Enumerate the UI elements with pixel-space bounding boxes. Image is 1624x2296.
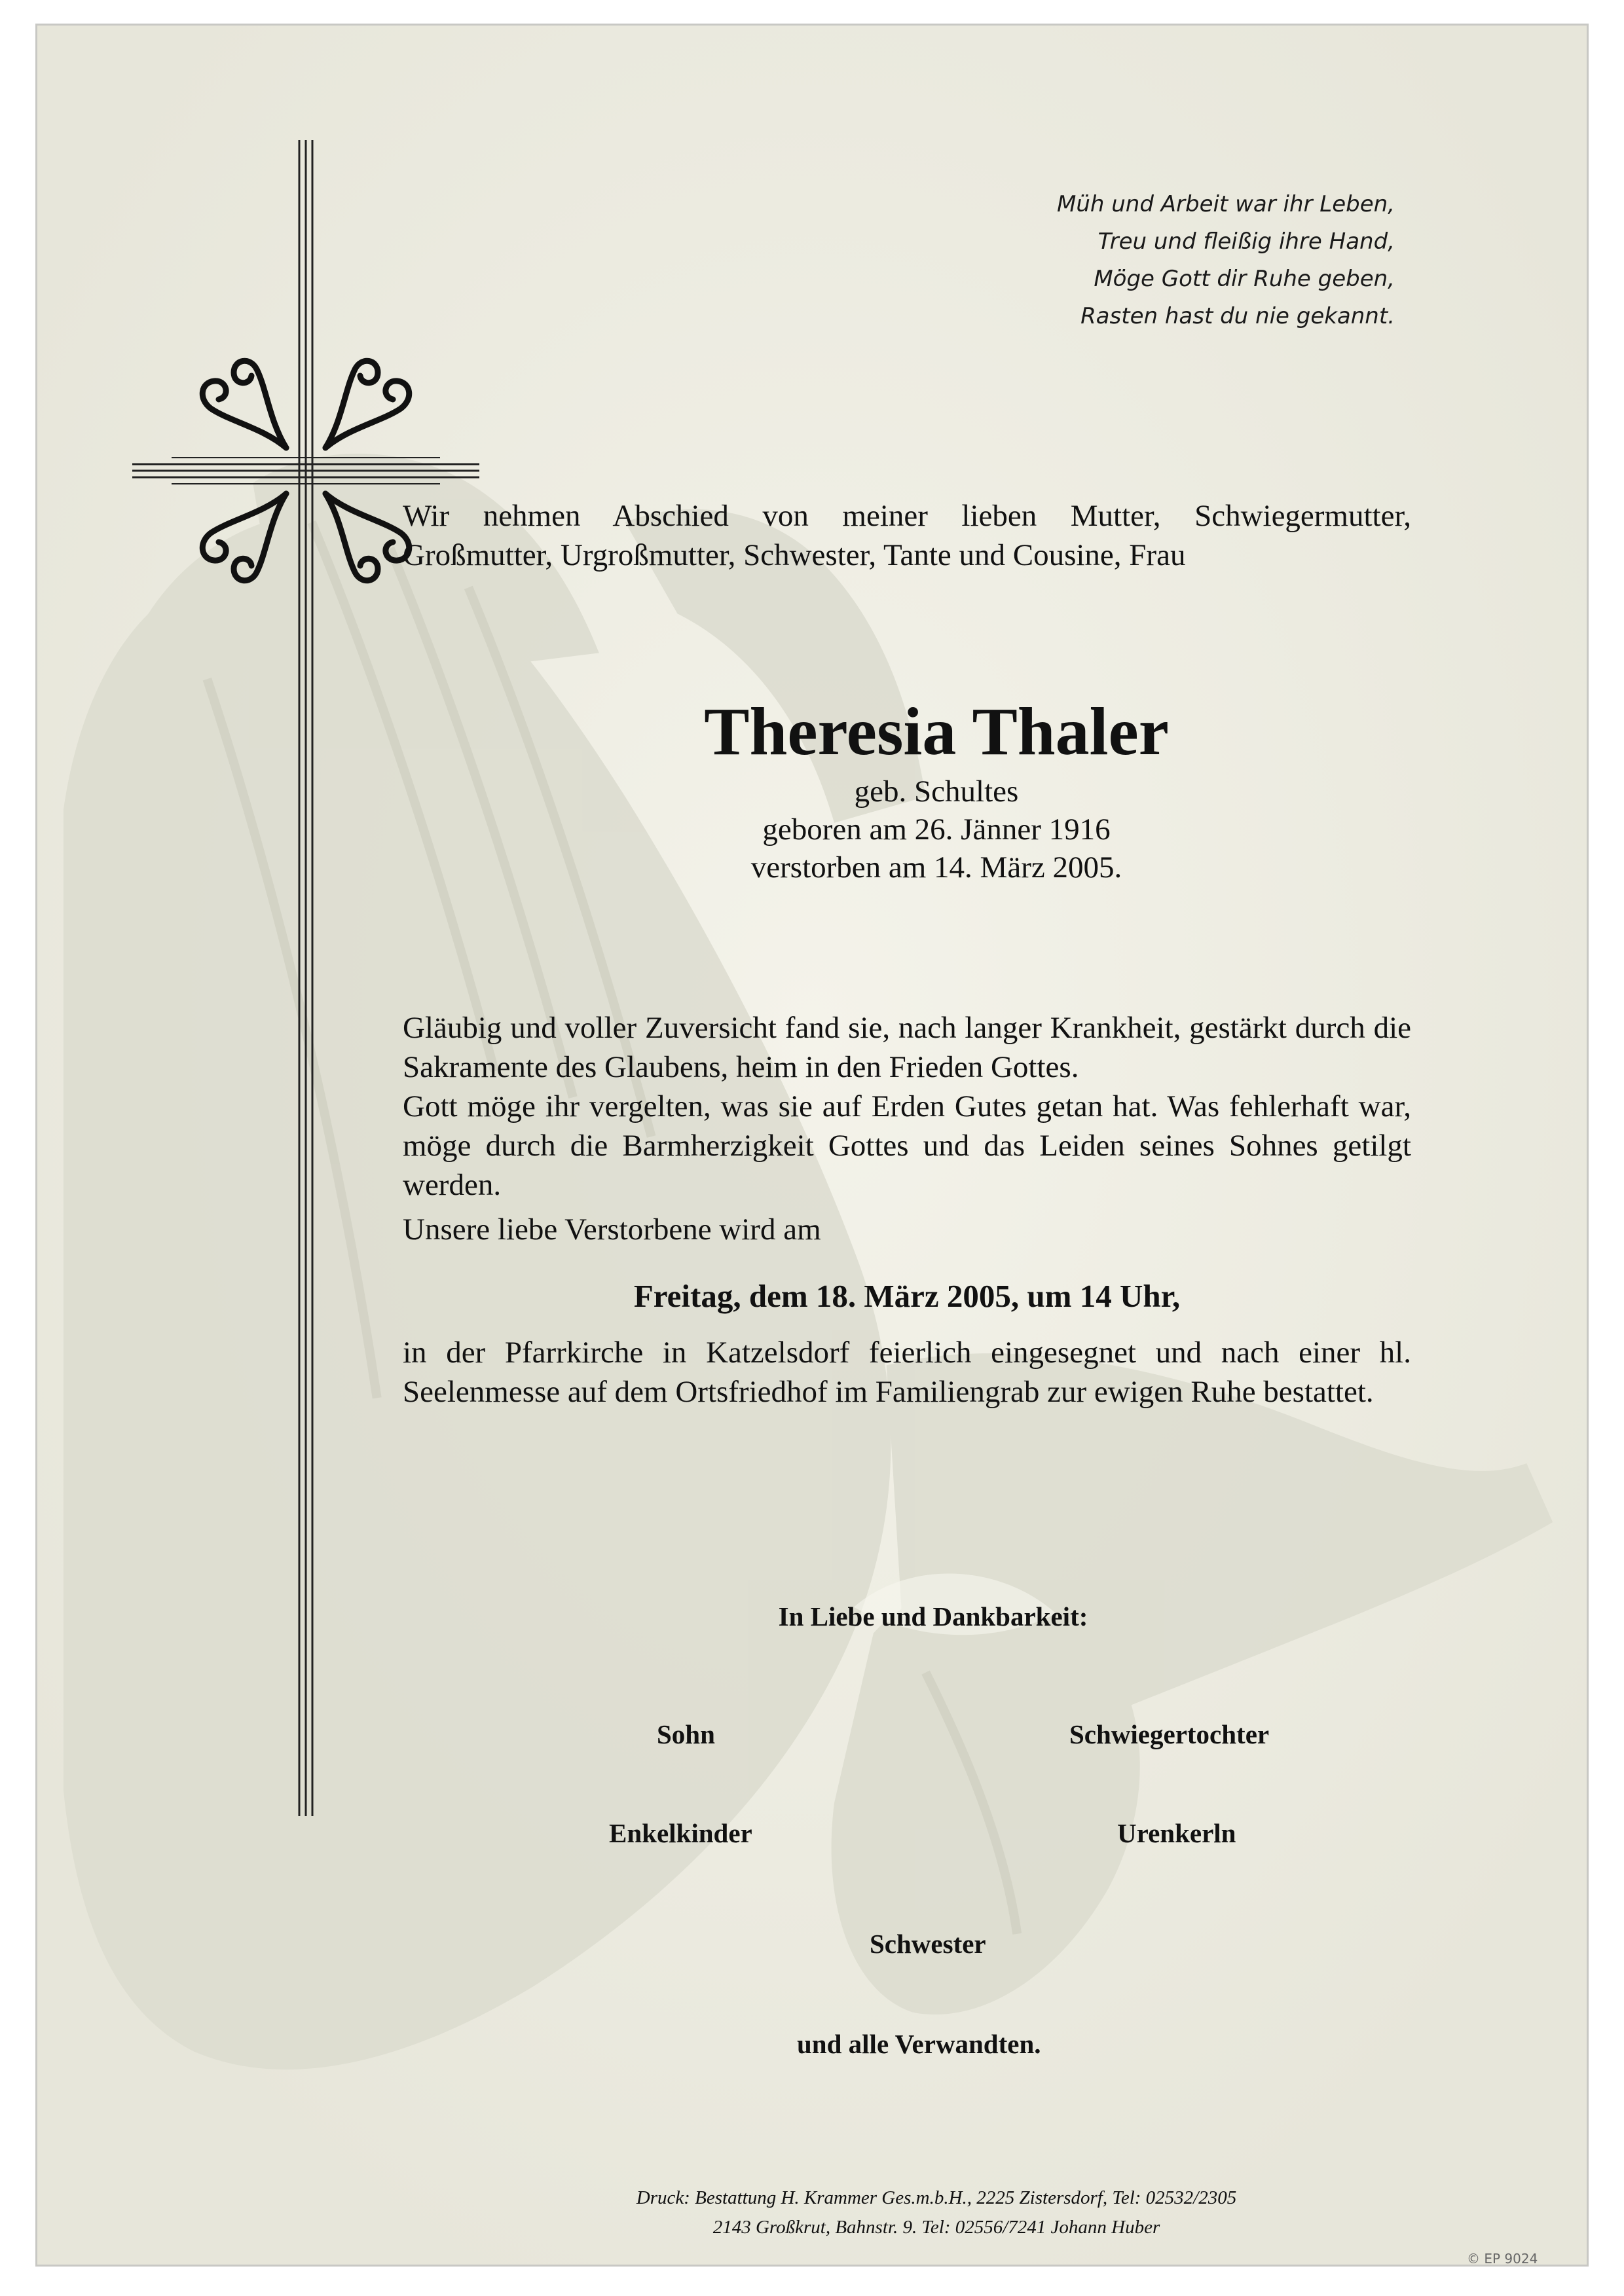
- copyright-mark: © EP 9024: [1467, 2251, 1538, 2267]
- obituary-text: [403, 1008, 1411, 1249]
- mourners-heading: In Liebe und Dankbarkeit:: [778, 1601, 1088, 1631]
- ornamental-cross-icon: [132, 140, 479, 1816]
- poem-line: Möge Gott dir Ruhe geben,: [1094, 266, 1395, 292]
- birth-date: geboren am 26. Jänner 1916: [762, 812, 1111, 847]
- poem-line: Treu und fleißig ihre Hand,: [1098, 228, 1395, 255]
- vital-dates: [406, 773, 1467, 886]
- poem-line: Rasten hast du nie gekannt.: [1080, 303, 1395, 329]
- mourner-relatives: und alle Verwandten.: [797, 2029, 1041, 2059]
- mourner-grandchildren: Enkelkinder: [609, 1818, 752, 1848]
- ceremony-intro: Unsere liebe Verstorbene wird am: [403, 1212, 821, 1247]
- printer-imprint: [524, 2183, 1349, 2242]
- printer-line: 2143 Großkrut, Bahnstr. 9. Tel: 02556/7241 Johann Huber: [712, 2217, 1160, 2238]
- farewell-intro: [403, 496, 1411, 575]
- intro-line: Großmutter, Urgroßmutter, Schwester, Tante und Cousine, Frau: [403, 538, 1186, 572]
- death-date: verstorben am 14. März 2005.: [750, 850, 1122, 884]
- intro-line: Wir nehmen Abschied von meiner lieben Mutter, Schwiegermutter,: [403, 499, 1411, 533]
- burial-details: in der Pfarrkirche in Katzelsdorf feierlich eingesegnet und nach einer hl. Seelenmesse auf dem Ortsfriedhof im Familiengrab zur ewigen Ruhe bestattet.: [403, 1336, 1411, 1409]
- ceremony-date: Freitag, dem 18. März 2005, um 14 Uhr,: [633, 1278, 1181, 1314]
- mourner-great-grandchildren: Urenkerln: [1117, 1818, 1236, 1848]
- faith-paragraph: Gläubig und voller Zuversicht fand sie, nach langer Krankheit, gestärkt durch die Sakramente des Glaubens, heim in den Frieden Gottes.: [403, 1011, 1411, 1084]
- deceased-name: Theresia Thaler: [704, 694, 1169, 769]
- blessing-paragraph: Gott möge ihr vergelten, was sie auf Erden Gutes getan hat. Was fehlerhaft war, möge durch die Barmherzigkeit Gottes und das Leiden seines Sohnes getilgt werden.: [403, 1089, 1411, 1202]
- memorial-poem: [917, 186, 1395, 335]
- mourner-sister: Schwester: [870, 1929, 986, 1959]
- printer-line: Druck: Bestattung H. Krammer Ges.m.b.H., 2225 Zistersdorf, Tel: 02532/2305: [636, 2187, 1237, 2208]
- maiden-name: geb. Schultes: [854, 774, 1019, 809]
- mourner-daughter-in-law: Schwiegertochter: [1069, 1719, 1270, 1749]
- poem-line: Müh und Arbeit war ihr Leben,: [1057, 191, 1395, 217]
- mourner-son: Sohn: [657, 1719, 715, 1749]
